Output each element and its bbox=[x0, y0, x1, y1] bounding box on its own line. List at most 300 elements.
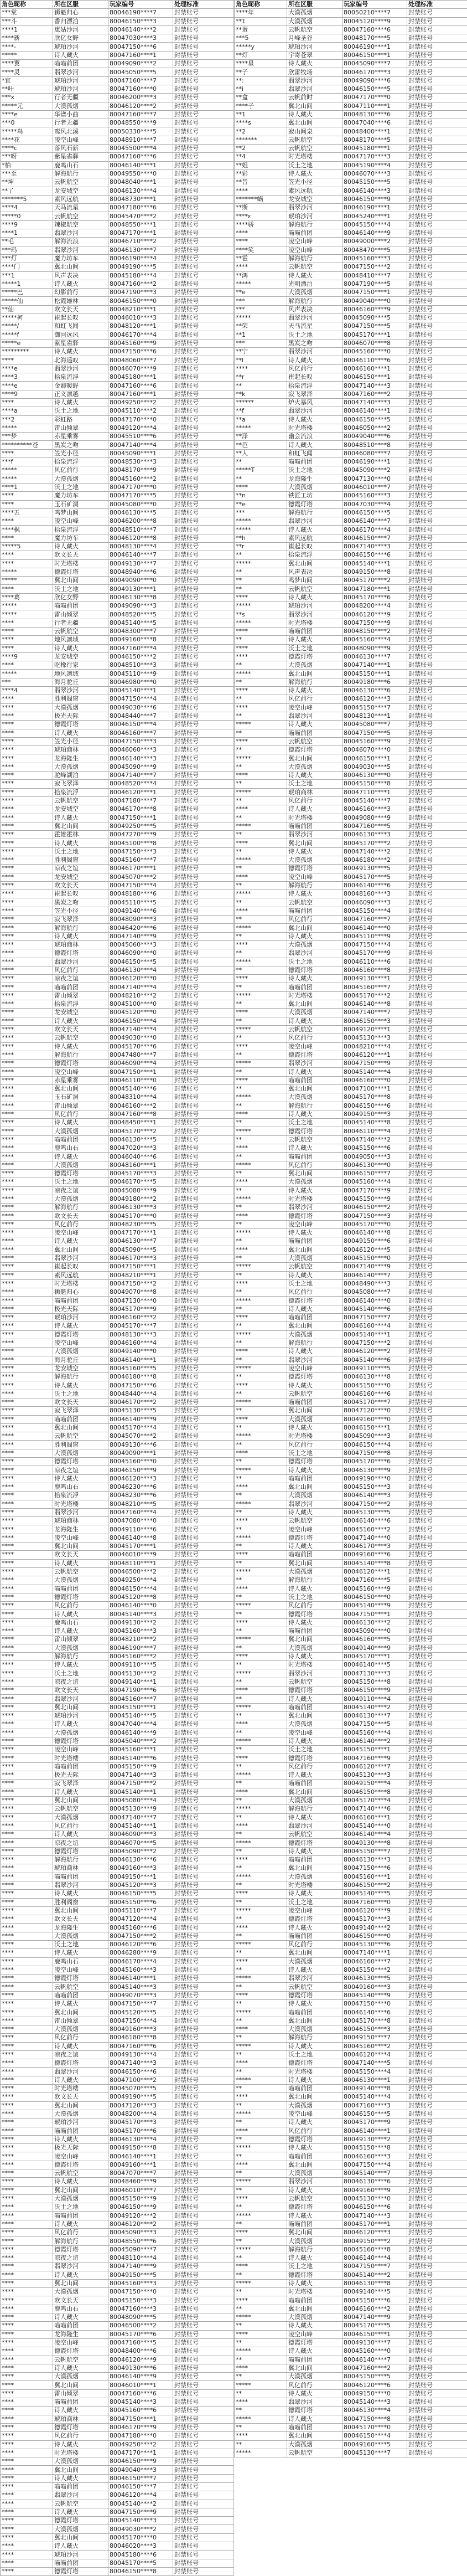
player-id-cell: 80047130****0 bbox=[343, 475, 407, 483]
role-name-cell: **** bbox=[1, 1492, 53, 1500]
role-name-cell: ** bbox=[235, 577, 287, 585]
server-cell: 琥珀商林 bbox=[287, 788, 343, 796]
role-name-cell: ****e bbox=[1, 382, 53, 390]
server-cell: 风亿前行 bbox=[287, 1602, 343, 1610]
server-cell: 琥珀商林 bbox=[53, 2415, 108, 2423]
action-cell: 封禁账号 bbox=[407, 2212, 467, 2220]
action-cell: 封禁账号 bbox=[173, 585, 234, 593]
table-row bbox=[1, 602, 234, 610]
table-row bbox=[1, 2364, 234, 2372]
player-id-cell: 80045110****7 bbox=[108, 1906, 173, 1915]
action-cell: 封禁账号 bbox=[407, 313, 467, 322]
role-name-cell: **** bbox=[1, 1508, 53, 1516]
server-cell: 喵喵前团 bbox=[287, 1627, 343, 1636]
table-row bbox=[235, 1839, 467, 1847]
table-row bbox=[235, 145, 467, 153]
player-id-cell: 80046130****6 bbox=[343, 2178, 407, 2186]
role-name-cell: ** bbox=[235, 1153, 287, 1161]
player-id-cell: 80046090****0 bbox=[108, 949, 173, 958]
header-player-id: 玩家编号 bbox=[343, 1, 407, 9]
action-cell: 封禁账号 bbox=[407, 1949, 467, 1957]
table-row bbox=[1, 229, 234, 238]
role-name-cell: **** bbox=[1, 2110, 53, 2118]
table-row bbox=[235, 577, 467, 585]
role-name-cell: **** bbox=[1, 2508, 53, 2516]
server-cell: 解海航行 bbox=[287, 220, 343, 229]
role-name-cell: **k bbox=[235, 390, 287, 398]
player-id-cell: 80045140****8 bbox=[343, 1559, 407, 1567]
table-row bbox=[1, 1458, 234, 1466]
role-name-cell: ***** bbox=[235, 1737, 287, 1745]
player-id-cell: 80046500****2 bbox=[108, 2322, 173, 2330]
table-row bbox=[235, 43, 467, 51]
table-row bbox=[235, 1135, 467, 1144]
table-row bbox=[1, 1932, 234, 1940]
player-id-cell: 80048210****2 bbox=[108, 991, 173, 1000]
server-cell: 风亿前行 bbox=[287, 364, 343, 373]
server-cell: 云帆航空 bbox=[53, 178, 108, 187]
role-name-cell: ***0 bbox=[1, 119, 53, 127]
table-row bbox=[235, 1068, 467, 1076]
action-cell: 封禁账号 bbox=[173, 2059, 234, 2068]
player-id-cell: 80047140****2 bbox=[343, 847, 407, 856]
action-cell: 封禁账号 bbox=[173, 1864, 234, 1873]
server-cell: 德霞灯塔 bbox=[53, 1593, 108, 1601]
table-row bbox=[1, 1348, 234, 1356]
action-cell: 封禁账号 bbox=[407, 322, 467, 331]
player-id-cell: 80048520****5 bbox=[108, 610, 173, 619]
server-cell: 冀北山间 bbox=[53, 2381, 108, 2389]
table-row bbox=[1, 2389, 234, 2398]
player-id-cell: 80046140****6 bbox=[343, 2008, 407, 2017]
server-cell: 诗人藏火 bbox=[287, 1381, 343, 1390]
table-row bbox=[1, 1000, 234, 1009]
server-cell: 风亿前行 bbox=[53, 2432, 108, 2440]
action-cell: 封禁账号 bbox=[173, 2186, 234, 2194]
table-row bbox=[235, 2229, 467, 2237]
table-row bbox=[1, 746, 234, 754]
player-id-cell: 80046140****1 bbox=[108, 2152, 173, 2161]
table-row bbox=[235, 1890, 467, 1898]
role-name-cell: **** bbox=[1, 2254, 53, 2262]
server-cell: 雷山倾翠 bbox=[53, 1636, 108, 1644]
action-cell: 封禁账号 bbox=[407, 1153, 467, 1161]
player-id-cell: 80046120****3 bbox=[343, 2229, 407, 2237]
action-cell: 封禁账号 bbox=[173, 1873, 234, 1881]
role-name-cell: **** bbox=[1, 500, 53, 508]
table-row bbox=[1, 25, 234, 34]
role-name-cell: ** bbox=[235, 1271, 287, 1279]
action-cell: 封禁账号 bbox=[407, 2169, 467, 2178]
table-row bbox=[235, 796, 467, 805]
server-cell: 欣亿女野 bbox=[53, 593, 108, 601]
player-id-cell: 80045160****3 bbox=[108, 1966, 173, 1974]
table-row bbox=[235, 1263, 467, 1271]
server-cell: 翡翠沙河 bbox=[287, 1204, 343, 1212]
table-row bbox=[235, 1314, 467, 1322]
role-name-cell: **** bbox=[1, 2008, 53, 2017]
role-name-cell: **** bbox=[1, 1415, 53, 1423]
action-cell: 封禁账号 bbox=[173, 424, 234, 432]
server-cell: 寂飞翠泽 bbox=[53, 780, 108, 788]
player-id-cell: 80046140****4 bbox=[343, 2254, 407, 2262]
role-name-cell: ** bbox=[235, 2050, 287, 2059]
server-cell: 翡翠沙河 bbox=[53, 229, 108, 238]
player-id-cell: 80045160****7 bbox=[343, 983, 407, 991]
server-cell: 冀北山间 bbox=[53, 1906, 108, 1915]
role-name-cell: **** bbox=[1, 1957, 53, 1966]
table-row bbox=[1, 51, 234, 59]
table-row bbox=[235, 2407, 467, 2415]
action-cell: 封禁账号 bbox=[407, 1924, 467, 1932]
role-name-cell: ***** bbox=[235, 517, 287, 526]
player-id-cell: 80045140****9 bbox=[343, 1991, 407, 1999]
table-row bbox=[235, 907, 467, 915]
action-cell: 封禁账号 bbox=[407, 373, 467, 382]
table-row bbox=[235, 1000, 467, 1009]
server-cell: 魔力坊车 bbox=[53, 492, 108, 500]
action-cell: 封禁账号 bbox=[407, 1822, 467, 1830]
table-row bbox=[1, 2559, 234, 2567]
player-id-cell: 80047190****5 bbox=[343, 280, 407, 288]
player-id-cell: 80049110****5 bbox=[108, 1661, 173, 1669]
role-name-cell: ***** bbox=[235, 1703, 287, 1711]
server-cell: 笠光小径 bbox=[53, 737, 108, 745]
server-cell: 彩虹路 bbox=[53, 415, 108, 424]
player-id-cell: 80049190****5 bbox=[108, 263, 173, 271]
table-row bbox=[235, 483, 467, 491]
action-cell: 封禁账号 bbox=[407, 1940, 467, 1948]
role-name-cell: **** bbox=[1, 2347, 53, 2356]
action-cell: 封禁账号 bbox=[173, 1297, 234, 1305]
action-cell: 封禁账号 bbox=[407, 975, 467, 983]
action-cell: 封禁账号 bbox=[173, 2169, 234, 2178]
player-id-cell: 80049080****9 bbox=[343, 814, 407, 822]
table-row bbox=[235, 1348, 467, 1356]
action-cell: 封禁账号 bbox=[173, 966, 234, 974]
server-cell: 诗人藏火 bbox=[53, 644, 108, 652]
role-name-cell: **** bbox=[1, 772, 53, 780]
server-cell: 凉夜之谊 bbox=[53, 1678, 108, 1686]
role-name-cell: ** bbox=[235, 2407, 287, 2415]
role-name-cell: **** bbox=[235, 652, 287, 661]
role-name-cell: **** bbox=[235, 627, 287, 635]
server-cell: 诗人藏火 bbox=[53, 2076, 108, 2084]
role-name-cell: **** bbox=[1, 356, 53, 364]
player-id-cell: 80045100****0 bbox=[108, 1000, 173, 1009]
player-id-cell: 80045170****3 bbox=[343, 1915, 407, 1924]
role-name-cell: ** bbox=[235, 1695, 287, 1703]
server-cell: 赤星乘雾 bbox=[53, 433, 108, 441]
action-cell: 封禁账号 bbox=[173, 873, 234, 881]
table-row bbox=[235, 102, 467, 110]
table-row bbox=[1, 1373, 234, 1381]
role-name-cell: **** bbox=[1, 1237, 53, 1246]
action-cell: 封禁账号 bbox=[173, 1279, 234, 1288]
server-cell: 云帆航空 bbox=[53, 627, 108, 635]
table-row bbox=[235, 1805, 467, 1813]
action-cell: 封禁账号 bbox=[407, 526, 467, 534]
server-cell: 素风远航 bbox=[53, 195, 108, 203]
role-name-cell: ***** bbox=[235, 1873, 287, 1881]
server-cell: 鹿鸣山石 bbox=[53, 1618, 108, 1627]
action-cell: 封禁账号 bbox=[173, 2423, 234, 2431]
table-row bbox=[235, 772, 467, 780]
player-id-cell: 80045140****7 bbox=[343, 796, 407, 805]
table-row bbox=[1, 364, 234, 373]
table-row bbox=[1, 1135, 234, 1144]
server-cell: 诗人藏火 bbox=[53, 2220, 108, 2228]
role-name-cell: **** bbox=[1, 661, 53, 670]
player-id-cell: 80047140****2 bbox=[343, 1135, 407, 1144]
table-row bbox=[235, 2135, 467, 2143]
action-cell: 封禁账号 bbox=[173, 1237, 234, 1246]
action-cell: 封禁账号 bbox=[407, 424, 467, 432]
player-id-cell: 80046160****7 bbox=[343, 1957, 407, 1966]
action-cell: 封禁账号 bbox=[173, 68, 234, 76]
table-row bbox=[235, 1695, 467, 1703]
action-cell: 封禁账号 bbox=[173, 627, 234, 635]
table-row bbox=[235, 2144, 467, 2152]
action-cell: 封禁账号 bbox=[173, 2542, 234, 2551]
table-row bbox=[235, 2313, 467, 2322]
server-cell: 沃土之地 bbox=[287, 2263, 343, 2271]
role-name-cell: **** bbox=[1, 1423, 53, 1432]
role-name-cell: ***** bbox=[235, 2245, 287, 2254]
table-row bbox=[1, 1279, 234, 1288]
table-row bbox=[235, 2432, 467, 2440]
table-row bbox=[1, 2093, 234, 2101]
server-cell: 龙安城空 bbox=[53, 652, 108, 661]
player-id-cell: 80047190****6 bbox=[108, 1687, 173, 1695]
action-cell: 封禁账号 bbox=[407, 1364, 467, 1372]
table-row bbox=[1, 1492, 234, 1500]
role-name-cell: **** bbox=[1, 1618, 53, 1627]
action-cell: 封禁账号 bbox=[407, 1991, 467, 1999]
server-cell: 诗人藏火 bbox=[287, 1017, 343, 1025]
player-id-cell: 80045110****9 bbox=[108, 670, 173, 678]
action-cell: 封禁账号 bbox=[173, 492, 234, 500]
table-row bbox=[1, 2330, 234, 2338]
table-row bbox=[1, 2474, 234, 2482]
action-cell: 封禁账号 bbox=[407, 263, 467, 271]
action-cell: 封禁账号 bbox=[173, 2533, 234, 2542]
server-cell: 诗人藏火 bbox=[287, 687, 343, 695]
server-cell: 黑炭之吻 bbox=[53, 441, 108, 449]
action-cell: 封禁账号 bbox=[173, 1017, 234, 1025]
role-name-cell: **2 bbox=[235, 145, 287, 153]
server-cell: 诗人藏火 bbox=[287, 847, 343, 856]
table-row bbox=[1, 1627, 234, 1636]
table-row bbox=[1, 1330, 234, 1339]
server-cell: 冀北山间 bbox=[53, 1703, 108, 1711]
role-name-cell: **** bbox=[1, 1263, 53, 1271]
role-name-cell: **叶 bbox=[1, 85, 53, 93]
table-row bbox=[235, 34, 467, 43]
action-cell: 封禁账号 bbox=[173, 1966, 234, 1974]
role-name-cell: ** bbox=[235, 1559, 287, 1567]
action-cell: 封禁账号 bbox=[173, 1339, 234, 1347]
role-name-cell: **** bbox=[235, 1076, 287, 1084]
action-cell: 封禁账号 bbox=[173, 263, 234, 271]
table-row bbox=[235, 2381, 467, 2389]
table-row bbox=[235, 2449, 467, 2457]
action-cell: 封禁账号 bbox=[173, 1356, 234, 1364]
table-row bbox=[235, 1186, 467, 1195]
role-name-cell: ** bbox=[235, 1610, 287, 1618]
player-id-cell: 80045140****6 bbox=[343, 1356, 407, 1364]
table-row bbox=[1, 898, 234, 907]
role-name-cell: ***** bbox=[1, 670, 53, 678]
player-id-cell: 80046160****2 bbox=[108, 1102, 173, 1110]
player-id-cell: 80047140****9 bbox=[343, 1263, 407, 1271]
server-cell: 冀北山间 bbox=[287, 1000, 343, 1009]
server-cell: 凉夜之谊 bbox=[53, 865, 108, 873]
player-id-cell: 80046160****0 bbox=[343, 1076, 407, 1084]
player-id-cell: 80045160****2 bbox=[108, 1652, 173, 1660]
server-cell: 凌空山峰 bbox=[287, 1729, 343, 1737]
table-row bbox=[235, 1669, 467, 1678]
player-id-cell: 80046120****1 bbox=[343, 1051, 407, 1059]
server-cell: 诗人藏火 bbox=[287, 2076, 343, 2084]
table-row bbox=[235, 1567, 467, 1576]
action-cell: 封禁账号 bbox=[407, 68, 467, 76]
server-cell: 翡翠沙河 bbox=[53, 2263, 108, 2271]
server-cell: 欧文长天 bbox=[53, 881, 108, 889]
action-cell: 封禁账号 bbox=[173, 2500, 234, 2508]
server-cell: 德霞灯塔 bbox=[287, 500, 343, 508]
role-name-cell: ***** bbox=[235, 991, 287, 1000]
role-name-cell: **** bbox=[1, 1474, 53, 1483]
action-cell: 封禁账号 bbox=[407, 2008, 467, 2017]
action-cell: 封禁账号 bbox=[407, 619, 467, 627]
player-id-cell: 80045160****9 bbox=[108, 339, 173, 347]
role-name-cell: **** bbox=[1, 1813, 53, 1822]
role-name-cell: *****仙 bbox=[1, 297, 53, 305]
action-cell: 封禁账号 bbox=[173, 1483, 234, 1491]
player-id-cell: 80046500****2 bbox=[108, 1567, 173, 1576]
action-cell: 封禁账号 bbox=[173, 1805, 234, 1813]
action-cell: 封禁账号 bbox=[407, 940, 467, 949]
table-row bbox=[1, 1119, 234, 1127]
role-name-cell: ***斗 bbox=[1, 17, 53, 25]
table-row bbox=[1, 2542, 234, 2551]
player-id-cell: 80045170****0 bbox=[343, 2423, 407, 2431]
action-cell: 封禁账号 bbox=[407, 1186, 467, 1195]
table-row bbox=[235, 305, 467, 313]
table-row bbox=[1, 458, 234, 466]
role-name-cell: ****a bbox=[1, 407, 53, 415]
role-name-cell: ** bbox=[235, 695, 287, 703]
server-cell: 琥珀沙河 bbox=[53, 2551, 108, 2559]
table-row bbox=[235, 441, 467, 449]
role-name-cell: **** bbox=[1, 712, 53, 720]
table-row bbox=[235, 271, 467, 280]
table-row bbox=[235, 975, 467, 983]
table-row bbox=[235, 924, 467, 932]
player-id-cell: 80048310****4 bbox=[108, 1093, 173, 1102]
table-row bbox=[235, 1644, 467, 1652]
server-cell: 沃土之地 bbox=[287, 2050, 343, 2059]
player-id-cell: 80046120****6 bbox=[343, 2381, 407, 2389]
server-cell: 喵喵前团 bbox=[287, 1153, 343, 1161]
table-row bbox=[235, 398, 467, 407]
action-cell: 封禁账号 bbox=[407, 220, 467, 229]
table-row bbox=[1, 856, 234, 864]
player-id-cell: 80046200****8 bbox=[108, 517, 173, 526]
action-cell: 封禁账号 bbox=[407, 1085, 467, 1093]
server-cell: 时光塔楼 bbox=[287, 2288, 343, 2296]
role-name-cell: **** bbox=[1, 1288, 53, 1297]
table-row bbox=[1, 1687, 234, 1695]
player-id-cell: 80048440****4 bbox=[108, 1390, 173, 1398]
action-cell: 封禁账号 bbox=[173, 127, 234, 136]
action-cell: 封禁账号 bbox=[173, 703, 234, 712]
player-id-cell: 80045140****5 bbox=[108, 619, 173, 627]
table-row bbox=[1, 1474, 234, 1483]
player-id-cell: 80047150****4 bbox=[108, 881, 173, 889]
action-cell: 封禁账号 bbox=[407, 398, 467, 407]
table-row bbox=[1, 1796, 234, 1804]
action-cell: 封禁账号 bbox=[173, 1737, 234, 1745]
role-name-cell: **** bbox=[1, 2567, 53, 2575]
player-id-cell: 80047140****5 bbox=[343, 2059, 407, 2068]
role-name-cell: ***** bbox=[235, 1364, 287, 1372]
table-row bbox=[1, 619, 234, 627]
table-row bbox=[1, 2254, 234, 2262]
server-cell: 诗人藏火 bbox=[287, 110, 343, 119]
table-row bbox=[235, 2389, 467, 2398]
server-cell: 崔起长叹 bbox=[53, 890, 108, 898]
action-cell: 封禁账号 bbox=[173, 2347, 234, 2356]
server-cell: 大漠孤烟 bbox=[53, 1576, 108, 1585]
player-id-cell: 80046020****3 bbox=[108, 2542, 173, 2551]
player-id-cell: 80047170****0 bbox=[108, 415, 173, 424]
table-row bbox=[1, 1068, 234, 1076]
table-row bbox=[235, 1144, 467, 1153]
action-cell: 封禁账号 bbox=[407, 517, 467, 526]
role-name-cell: ** bbox=[235, 2000, 287, 2008]
action-cell: 封禁账号 bbox=[407, 1525, 467, 1534]
role-name-cell: **** bbox=[1, 1110, 53, 1118]
role-name-cell: ****灵 bbox=[1, 68, 53, 76]
role-name-cell: ***** bbox=[235, 670, 287, 678]
table-row bbox=[1, 85, 234, 93]
role-name-cell: *****元 bbox=[1, 102, 53, 110]
action-cell: 封禁账号 bbox=[407, 1796, 467, 1804]
table-row bbox=[1, 1864, 234, 1873]
role-name-cell: **** bbox=[1, 2559, 53, 2567]
table-row bbox=[1, 289, 234, 297]
player-id-cell: 80049040****0 bbox=[343, 297, 407, 305]
player-id-cell: 80046150****6 bbox=[108, 2068, 173, 2076]
action-cell: 封禁账号 bbox=[407, 966, 467, 974]
action-cell: 封禁账号 bbox=[173, 110, 234, 119]
server-cell: 拾泉流浮 bbox=[53, 458, 108, 466]
player-id-cell: 80045040****2 bbox=[108, 1737, 173, 1745]
player-id-cell: 80049130****8 bbox=[343, 1839, 407, 1847]
role-name-cell: ** bbox=[235, 1525, 287, 1534]
table-row bbox=[1, 2440, 234, 2449]
table-row bbox=[235, 2101, 467, 2110]
table-row bbox=[235, 322, 467, 331]
table-row bbox=[235, 1932, 467, 1940]
player-id-cell: 80047160****2 bbox=[343, 390, 407, 398]
player-id-cell: 80047020****3 bbox=[108, 1144, 173, 1153]
table-row bbox=[1, 246, 234, 254]
player-id-cell: 80046160****2 bbox=[108, 1314, 173, 1322]
server-cell: 诗人藏火 bbox=[53, 1474, 108, 1483]
